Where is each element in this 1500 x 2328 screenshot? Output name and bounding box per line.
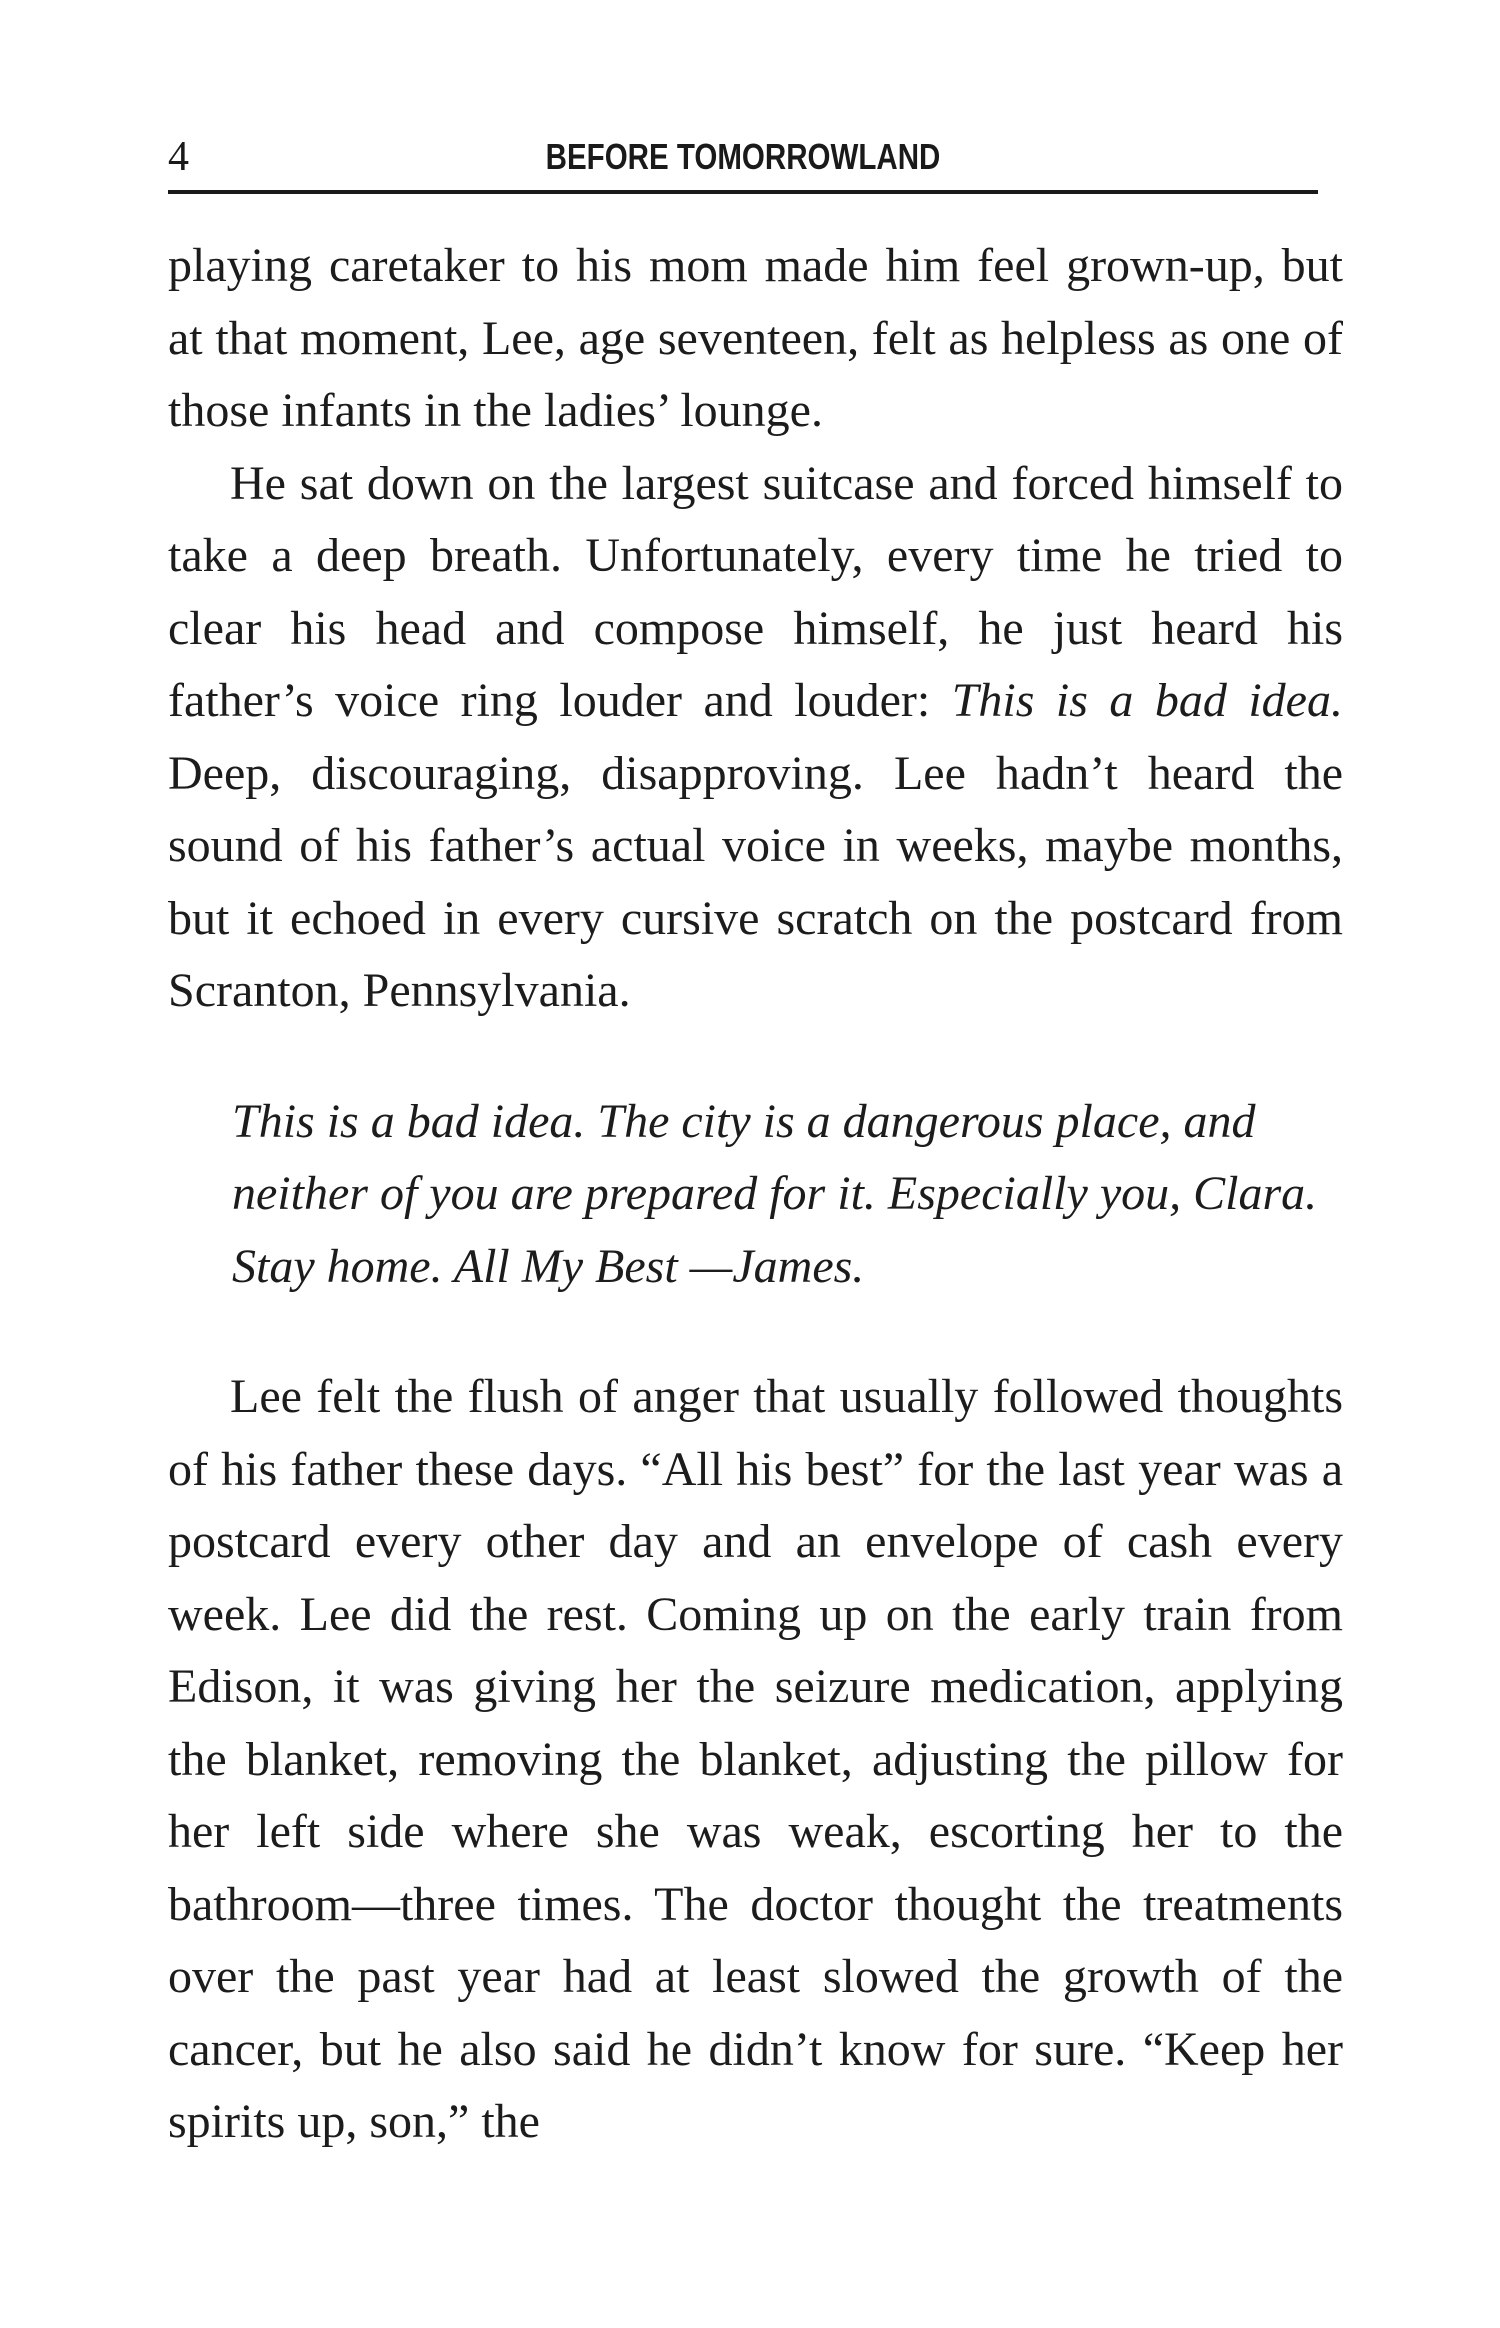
paragraph-3: Lee felt the flush of anger that usually followed thoughts of his father these days. “All his best” for the last year was a postcard every other day and an envelope of cash every week. Lee did the rest. Coming up on the early train from Edison, it was giving her the seizure medication, applying the blanket, removing the blanket, adjusting the pillow for her left side where she was weak, escorting her to the bathroom—three times. The doctor thought the treatments over the past year had at least slowed the growth of the cancer, but he also said he didn’t know for sure. “Keep her spirits up, son,” the bbox=[168, 1370, 1343, 2148]
running-title: BEFORE TOMORROWLAND bbox=[545, 136, 941, 177]
body-text bbox=[168, 230, 1343, 2159]
paragraph-2-text-a: He sat down on the largest suitcase and forced himself to take a deep breath. Unfortunately, every time he tried to clear his head and compose himself, he just heard his father’s voice ring louder and louder: bbox=[168, 456, 1343, 727]
page-number: 4 bbox=[168, 134, 189, 180]
letter-line-1: This is a bad idea. The city is a dangerous place, and bbox=[232, 1094, 1256, 1148]
paragraph-2 bbox=[168, 448, 1343, 1028]
paragraph-2-text-b: Deep, discouraging, disapproving. Lee hadn’t heard the sound of his father’s actual voice in weeks, maybe months, but it echoed in every cursive scratch on the postcard from Scranton, Pennsylvania. bbox=[168, 746, 1343, 1017]
postcard-letter bbox=[232, 1086, 1318, 1304]
letter-line-2: neither of you are prepared for it. Especially you, Clara. bbox=[232, 1167, 1318, 1220]
paragraph-2-italic-quote: This is a bad idea. bbox=[951, 674, 1343, 727]
header-rule bbox=[168, 190, 1318, 194]
letter-line-3: Stay home. All My Best —James. bbox=[232, 1239, 865, 1293]
running-head bbox=[168, 122, 1318, 192]
paragraph-1: playing caretaker to his mom made him feel grown-up, but at that moment, Lee, age seventeen, felt as helpless as one of those infants in the ladies’ lounge. bbox=[168, 239, 1343, 437]
